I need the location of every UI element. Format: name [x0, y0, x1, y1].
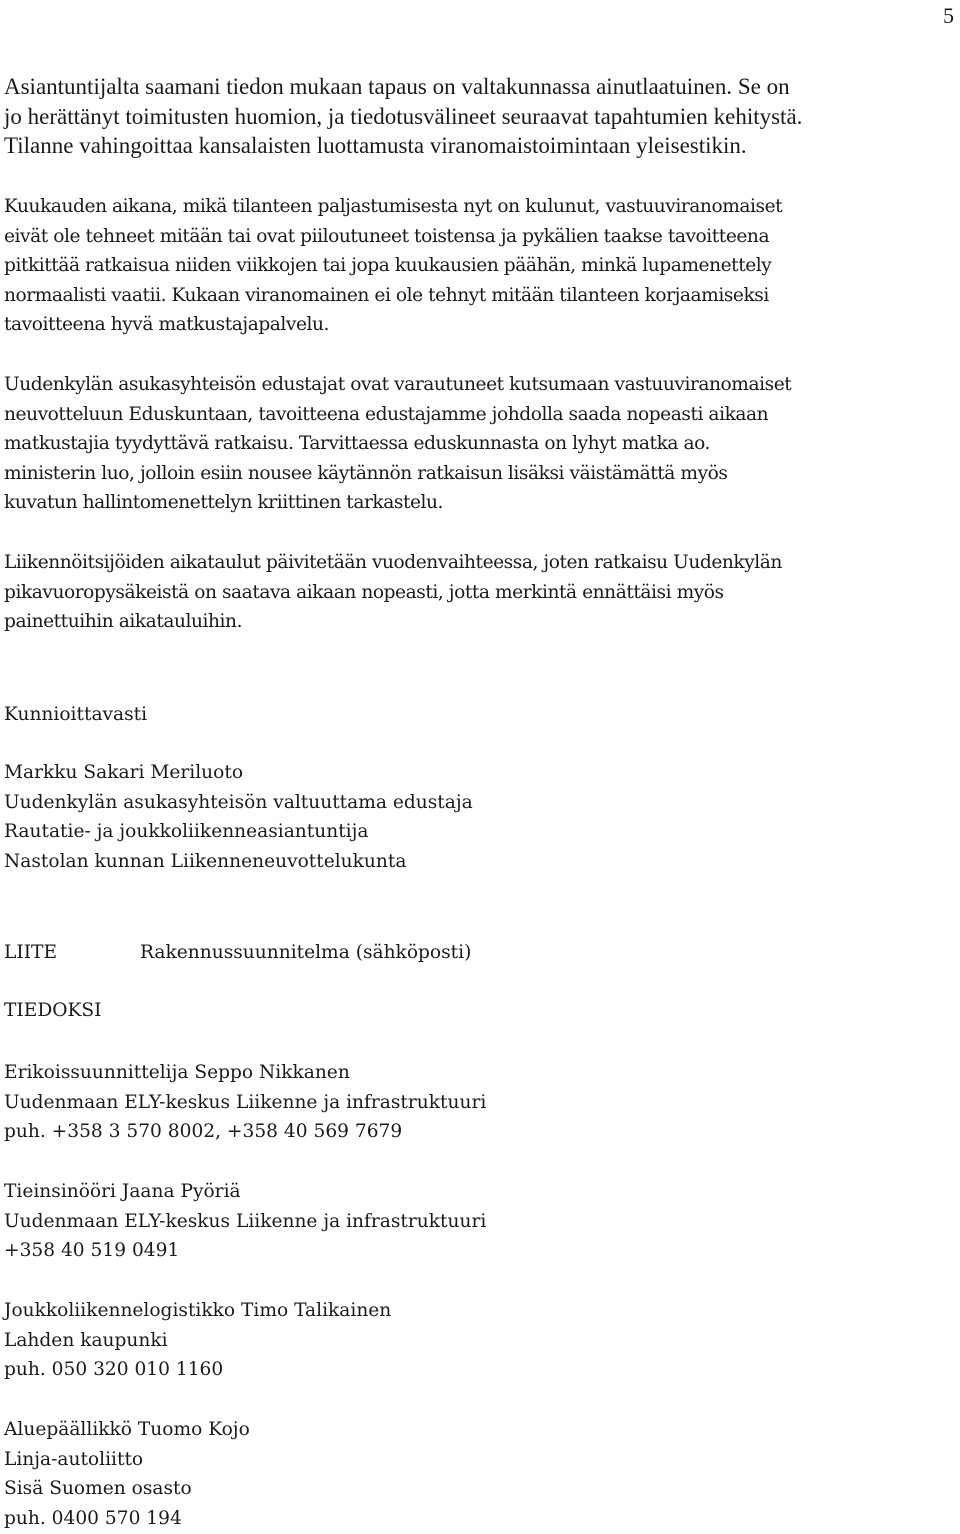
paragraph-parliament-negotiation [4, 370, 791, 518]
recipient-organization: Uudenmaan ELY-keskus Liikenne ja infrastruktuuri [4, 1210, 487, 1232]
paragraph-line: normaalisti vaatii. Kukaan viranomainen ei ole tehnyt mitään tilanteen korjaamiseksi [4, 284, 769, 306]
paragraph-line: painettuihin aikatauluihin. [4, 611, 243, 632]
signature-block [4, 758, 473, 876]
recipient-phone: puh. 050 320 010 1160 [4, 1359, 224, 1380]
recipient-department: Sisä Suomen osasto [4, 1478, 192, 1499]
paragraph-line: tavoitteena hyvä matkustajapalvelu. [4, 314, 330, 335]
paragraph-line: kuvatun hallintomenettelyn kriittinen tarkastelu. [4, 492, 444, 513]
attachment-label: LIITE [4, 942, 58, 963]
paragraph-line: ministerin luo, jolloin esiin nousee käytännön ratkaisun lisäksi väistämättä myös [4, 462, 728, 484]
paragraph-line: Liikennöitsijöiden aikataulut päivitetään vuodenvaihteessa, joten ratkaisu Uudenkylän [4, 552, 782, 573]
attachment-value: Rakennussuunnitelma (sähköposti) [140, 942, 472, 963]
recipient-phone: +358 40 519 0491 [4, 1240, 180, 1261]
recipient-organization: Lahden kaupunki [4, 1329, 168, 1351]
distribution-label: TIEDOKSI [4, 1000, 102, 1021]
recipient-phone: puh. 0400 570 194 [4, 1507, 182, 1529]
paragraph-line: eivät ole tehneet mitään tai ovat piiloutuneet toistensa ja pykälien taakse tavoitteena [4, 225, 770, 247]
closing-phrase: Kunnioittavasti [4, 704, 148, 725]
paragraph-line: matkustajia tyydyttävä ratkaisu. Tarvittaessa eduskunnasta on lyhyt matka ao. [4, 433, 711, 454]
signature-name: Markku Sakari Meriluoto [4, 762, 244, 783]
recipient-organization: Linja-autoliitto [4, 1448, 144, 1470]
recipient-organization: Uudenmaan ELY-keskus Liikenne ja infrastruktuuri [4, 1091, 487, 1113]
paragraph-line: Kuukauden aikana, mikä tilanteen paljastumisesta nyt on kulunut, vastuuviranomaiset [4, 196, 783, 217]
paragraph-line: Uudenkylän asukasyhteisön edustajat ovat varautuneet kutsumaan vastuuviranomaiset [4, 374, 792, 395]
signature-role: Uudenkylän asukasyhteisön valtuuttama edustaja [4, 791, 473, 813]
paragraph-line: pikavuoropysäkeistä on saatava aikaan nopeasti, jotta merkintä ennättäisi myös [4, 581, 724, 603]
paragraph-authorities-inaction [4, 192, 782, 340]
recipient-name: Erikoissuunnittelija Seppo Nikkanen [4, 1062, 350, 1083]
signature-role: Nastolan kunnan Liikenneneuvottelukunta [4, 850, 407, 872]
page-number: 5 [943, 3, 954, 28]
paragraph-line: pitkittää ratkaisua niiden viikkojen tai jopa kuukausien päähän, minkä lupamenettely [4, 255, 772, 276]
recipient-block [4, 1177, 486, 1266]
paragraph-public-attention [4, 72, 802, 161]
paragraph-line: Asiantuntijalta saamani tiedon mukaan tapaus on valtakunnassa ainutlaatuinen. Se on [4, 74, 790, 99]
signature-role: Rautatie- ja joukkoliikenneasiantuntija [4, 821, 369, 842]
paragraph-line: Tilanne vahingoittaa kansalaisten luottamusta viranomaistoimintaan yleisestikin. [4, 133, 747, 158]
recipient-name: Tieinsinööri Jaana Pyöriä [4, 1181, 241, 1202]
recipient-phone: puh. +358 3 570 8002, +358 40 569 7679 [4, 1121, 403, 1142]
paragraph-line: neuvotteluun Eduskuntaan, tavoitteena edustajamme johdolla saada nopeasti aikaan [4, 403, 769, 425]
recipient-block [4, 1058, 486, 1147]
recipient-block [4, 1296, 391, 1385]
paragraph-line: jo herättänyt toimitusten huomion, ja tiedotusvälineet seuraavat tapahtumien kehitystä. [4, 103, 803, 129]
attachment-row [0, 938, 960, 968]
recipient-block [4, 1415, 250, 1533]
recipient-name: Joukkoliikennelogistikko Timo Talikainen [4, 1300, 392, 1321]
recipient-name: Aluepäällikkö Tuomo Kojo [4, 1419, 250, 1440]
paragraph-timetables [4, 548, 782, 637]
